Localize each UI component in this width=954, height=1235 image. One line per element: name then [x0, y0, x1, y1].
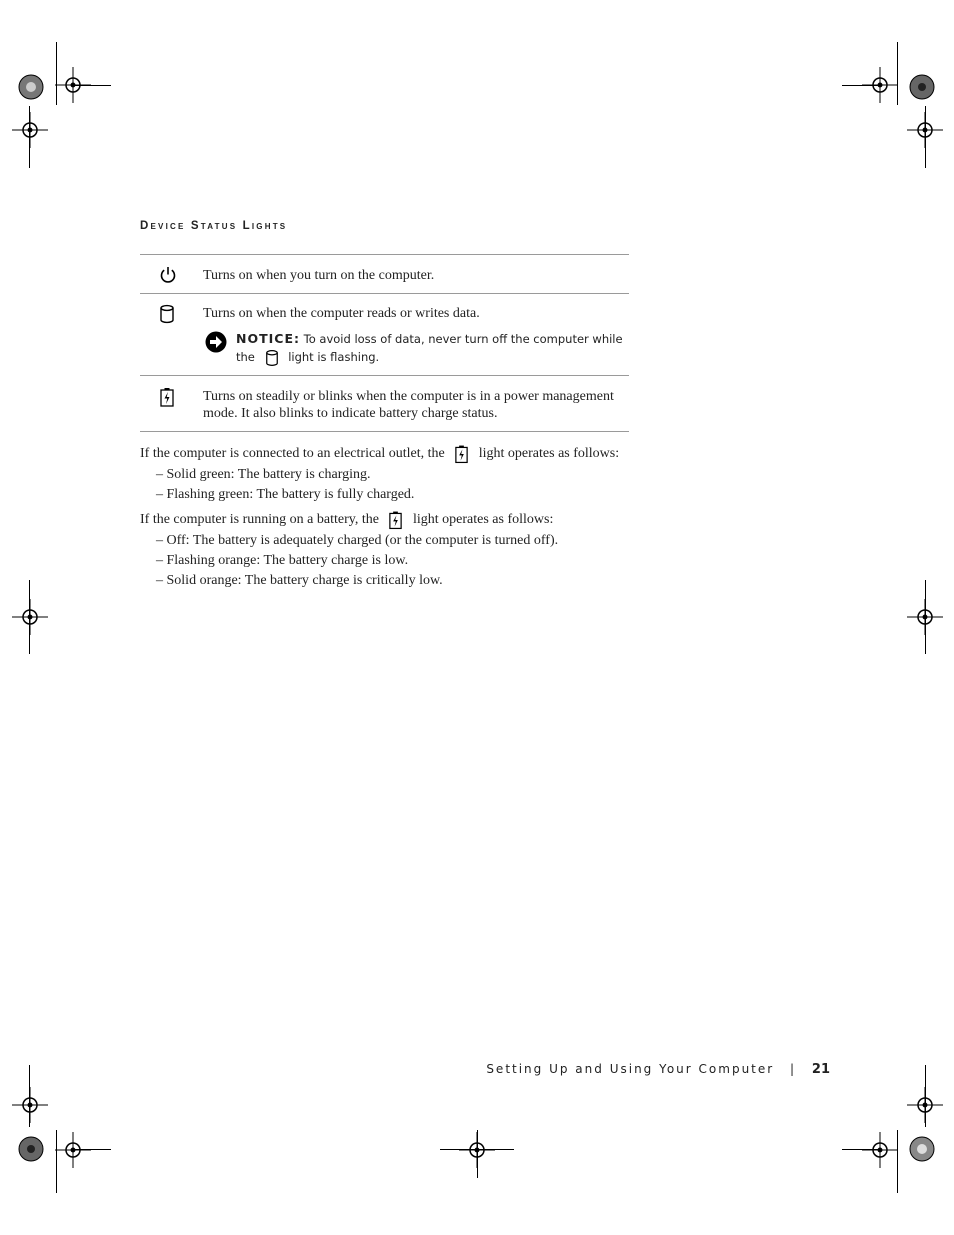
list-item: – Flashing green: The battery is fully charged.	[156, 487, 415, 502]
battery-intro	[140, 510, 630, 530]
row-description: Turns on steadily or blinks when the computer is in a power management mode. It also blinks to indicate battery charge status.	[203, 389, 614, 421]
starburst-icon	[18, 74, 44, 100]
section-title: Device Status Lights	[140, 220, 288, 232]
starburst-icon	[909, 74, 935, 100]
page-number: 21	[811, 1062, 830, 1077]
battery-light-description	[140, 444, 630, 590]
notice-text: To avoid loss of data, never turn off the computer while the	[236, 332, 623, 364]
intro-text: light operates as follows:	[478, 446, 620, 462]
row-description: Turns on when the computer reads or writes data.	[203, 306, 480, 321]
outlet-intro	[140, 444, 630, 464]
battery-icon	[454, 444, 469, 464]
battery-icon	[388, 510, 403, 530]
crosshair-icon	[862, 1132, 898, 1168]
notice-text: light is flashing.	[288, 350, 380, 364]
intro-text: If the computer is connected to an electrical outlet, the	[140, 446, 445, 462]
list-item: – Off: The battery is adequately charged (or the computer is turned off).	[156, 533, 559, 548]
power-icon	[159, 266, 177, 284]
crosshair-icon	[12, 599, 48, 635]
hard-drive-icon	[159, 304, 175, 324]
intro-text: light operates as follows:	[412, 512, 554, 528]
starburst-icon	[18, 1136, 44, 1162]
footer-separator: |	[790, 1062, 797, 1076]
table-row	[140, 375, 629, 432]
list-item: – Flashing orange: The battery charge is low.	[156, 553, 409, 568]
crosshair-icon	[55, 1132, 91, 1168]
table-row	[140, 293, 629, 375]
notice-box	[203, 330, 629, 367]
notice-label: NOTICE:	[236, 331, 300, 346]
crosshair-icon	[12, 1087, 48, 1123]
notice-arrow-icon	[205, 331, 227, 353]
row-description: Turns on when you turn on the computer.	[203, 268, 435, 283]
starburst-icon	[909, 1136, 935, 1162]
battery-icon	[159, 387, 175, 407]
status-lights-table	[140, 254, 629, 432]
hard-drive-icon	[265, 349, 279, 367]
intro-text: If the computer is running on a battery, the	[140, 512, 379, 528]
table-row	[140, 254, 629, 293]
page-footer	[486, 1062, 830, 1077]
chapter-title: Setting Up and Using Your Computer	[486, 1062, 775, 1076]
crosshair-icon	[12, 112, 48, 148]
list-item: – Solid green: The battery is charging.	[156, 467, 371, 482]
list-item: – Solid orange: The battery charge is critically low.	[156, 573, 443, 588]
